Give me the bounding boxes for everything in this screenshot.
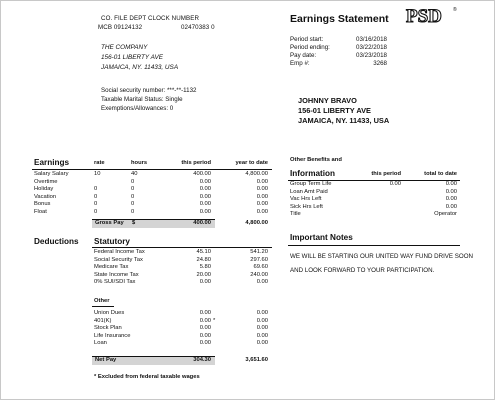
other-deduction-row-this-period: 0.00 [199,325,211,332]
benefit-row-ytd: 0.00 [445,203,457,210]
deduction-row-name: State Income Tax [94,271,139,278]
benefit-row-name: Title [290,211,301,218]
other-deduction-row-name: Loan [94,340,107,347]
benefit-row-this-period [351,189,401,197]
earnings-row-hours: 0 [131,186,135,193]
footnote: * Excluded from federal taxable wages [94,374,200,380]
deduction-row-this-period: 45.10 [196,249,211,255]
company-address2: JAMAICA, NY. 11433, USA [101,64,179,71]
earnings-row-name: Salary Salary [34,171,69,177]
other-deduction-row-ytd: 0.00 [256,332,268,339]
earnings-row-this-period: 0.00 [199,193,211,200]
deduction-row-this-period: 0.00 [199,279,211,286]
earnings-row-ytd: 4,800.00 [245,171,268,177]
earnings-rates [94,171,124,217]
earnings-header-this-period: this period [181,160,211,166]
earnings-header-hours: hours [131,160,148,166]
other-benefits-title: Other Benefits and [290,157,342,163]
deductions-title: Deductions [34,237,79,246]
statutory-this-period-col [161,249,211,287]
pay-date-label: Pay date: [290,52,317,59]
benefits-header-ytd: total to date [424,171,457,177]
gross-pay-this-period: 400.00 [193,220,211,226]
gross-pay-currency: $ [132,220,136,226]
other-deductions-rule [92,306,114,307]
earnings-row-this-period: 0.00 [199,186,211,193]
earnings-row-hours: 0 [131,193,135,200]
deduction-row-name: 0% SUI/SDI Tax [94,279,136,286]
company-code-header: CO. FILE DEPT CLOCK NUMBER [101,15,200,22]
earnings-row-ytd: 0.00 [256,178,268,185]
deduction-row-this-period: 24.80 [196,256,211,263]
deduction-row-this-period: 20.00 [196,271,211,278]
earnings-row-hours: 0 [131,208,135,215]
deduction-row-name: Federal Income Tax [94,249,145,255]
other-deduction-row-mark: * [213,317,216,324]
gross-pay-ytd: 4,800.00 [245,220,268,226]
earnings-row-ytd: 0.00 [256,201,268,208]
exemptions-line: Exemptions/Allowances: 0 [101,105,174,112]
deduction-row-ytd: 240.00 [250,271,268,278]
earnings-row-this-period: 400.00 [193,171,211,177]
other-deduction-row-ytd: 0.00 [256,325,268,332]
psd-logo-text: PSD [406,6,442,26]
other-deduction-row-this-period: 0.00 [199,332,211,339]
earnings-row-hours: 0 [131,201,135,208]
benefits-ytd-col [406,181,457,219]
other-ytd-col [218,310,268,348]
other-deduction-row-name: 401(K) [94,317,112,324]
deduction-row-ytd: 297.60 [250,256,268,263]
deduction-row-this-period: 5.80 [199,264,211,271]
earnings-row-this-period: 0.00 [199,178,211,185]
net-pay-this-period: 304.30 [193,357,211,363]
earnings-header-rate: rate [94,160,105,166]
earnings-row-name: Float [34,208,47,215]
other-this-period-col [161,310,211,348]
information-title: Information [290,169,336,178]
earnings-row-hours: 40 [131,171,138,177]
company-name: THE COMPANY [101,44,148,51]
period-start-label: Period start: [290,36,324,43]
company-code-right: 02470383 0 [181,24,215,31]
net-pay-label: Net Pay [95,357,117,363]
benefits-header-this-period: this period [371,171,401,177]
recipient-address1: 156-01 LIBERTY AVE [298,106,371,115]
earnings-row-name: Holiday [34,186,54,193]
earnings-row-hours: 0 [131,178,135,185]
earnings-row-ytd: 0.00 [256,186,268,193]
benefits-this-period-col [351,181,401,219]
emp-no-label: Emp #: [290,60,310,67]
statutory-names [94,249,164,287]
earnings-row-rate: 0 [94,208,98,215]
earnings-row-this-period: 0.00 [199,208,211,215]
other-deduction-row-this-period: 0.00 [199,340,211,347]
earnings-names [34,171,94,217]
earnings-row-name: Bonus [34,201,51,208]
important-notes-title: Important Notes [290,233,353,242]
benefit-row-this-period [351,204,401,212]
earnings-ytd-col [218,171,268,217]
earnings-hours [131,171,161,217]
other-deduction-row-ytd: 0.00 [256,340,268,347]
pay-date-value: 03/23/2018 [356,52,387,59]
earnings-header-rule [32,169,272,170]
other-deduction-row-name: Stock Plan [94,325,122,332]
earnings-row-rate: 0 [94,201,98,208]
important-notes-line2: AND LOOK FORWARD TO YOUR PARTICIPATION. [290,267,435,274]
deduction-row-name: Medicare Tax [94,264,129,271]
earnings-row-ytd: 0.00 [256,208,268,215]
statutory-ytd-col [218,249,268,287]
net-pay-ytd: 3,651.60 [245,357,268,363]
other-deductions-title: Other [94,298,110,304]
company-code-left: MCB 09124132 [98,24,143,31]
benefit-row-this-period: 0.00 [389,181,401,187]
earnings-row-name: Vacation [34,193,57,200]
benefit-row-this-period [351,211,401,219]
psd-logo-mark: ® [453,7,457,13]
earnings-row-rate: 10 [94,171,101,177]
earnings-row-rate: 0 [94,193,98,200]
benefit-row-name: Sick Hrs Left [290,203,323,210]
other-deduction-row-name: Life Insurance [94,332,131,339]
psd-logo-icon [405,4,459,26]
period-end-label: Period ending: [290,44,330,51]
other-deduction-row-ytd: 0.00 [256,317,268,324]
earnings-row-rate [94,179,124,187]
recipient-name: JOHNNY BRAVO [298,96,357,105]
deduction-row-name: Social Security Tax [94,256,143,263]
benefit-row-this-period [351,196,401,204]
earnings-this-period-col [161,171,211,217]
other-deduction-row-name: Union Dues [94,310,125,316]
statement-title: Earnings Statement [290,13,389,25]
benefits-names [290,181,350,219]
benefit-row-name: Group Term Life [290,181,332,187]
benefit-row-ytd: Operator [434,211,457,218]
earnings-row-ytd: 0.00 [256,193,268,200]
emp-no-value: 3268 [373,60,387,67]
earnings-row-name: Overtime [34,178,58,185]
benefit-row-name: Loan Amt Paid [290,188,328,195]
other-names [94,310,164,348]
earnings-header-ytd: year to date [235,160,268,166]
deduction-row-ytd: 541.20 [250,249,268,255]
earnings-row-this-period: 0.00 [199,201,211,208]
recipient-address2: JAMAICA, NY. 11433, USA [298,116,390,125]
company-address1: 156-01 LIBERTY AVE [101,54,164,61]
benefit-row-name: Vac Hrs Left [290,196,322,203]
earnings-row-rate: 0 [94,186,98,193]
deductions-header-rule [92,247,272,248]
earnings-title: Earnings [34,158,70,167]
marital-status-line: Taxable Marital Status: Single [101,96,183,103]
important-notes-line1: WE WILL BE STARTING OUR UNITED WAY FUND DRIVE SOON [290,253,474,260]
period-start-value: 03/16/2018 [356,36,387,43]
other-deduction-row-this-period: 0.00 [199,317,211,324]
ssn-line: Social security number: ***-**-1132 [101,87,197,94]
important-notes-rule [288,245,460,246]
deductions-statutory-title: Statutory [94,237,130,246]
period-end-value: 03/22/2018 [356,44,387,51]
benefit-row-ytd: 0.00 [445,188,457,195]
gross-pay-label: Gross Pay [95,220,124,226]
other-deduction-row-ytd: 0.00 [256,310,268,316]
benefit-row-ytd: 0.00 [445,196,457,203]
benefit-row-ytd: 0.00 [445,181,457,187]
other-deduction-row-this-period: 0.00 [199,310,211,316]
deduction-row-ytd: 0.00 [256,279,268,286]
deduction-row-ytd: 69.60 [253,264,268,271]
